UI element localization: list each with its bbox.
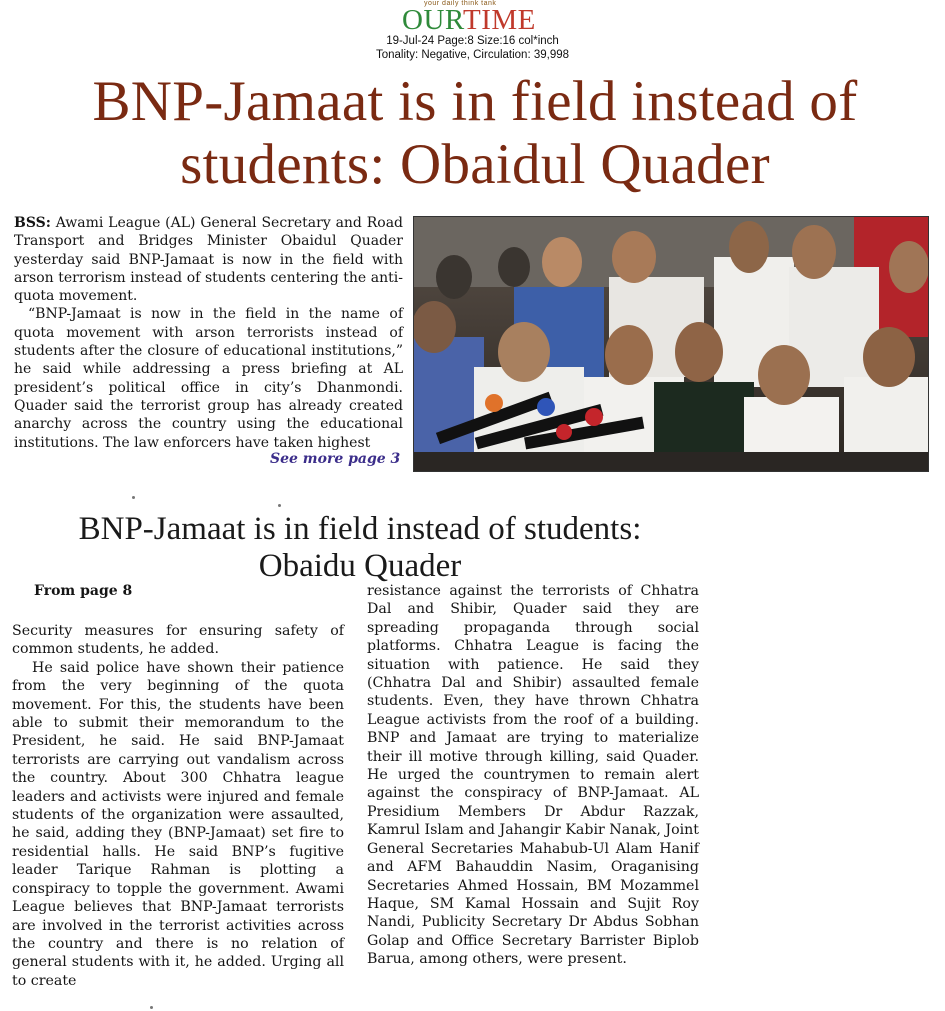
column-left	[12, 622, 344, 990]
left-paragraph-2: He said police have shown their patience from the very beginning of the quota movement. For this, the students have been able to submit their memorandum to the President, he said. He said BNP-Jamaat terrorists are carrying out vandalism across the country. About 300 Chhatra league leaders and activists were injured and female students of the organization were assaulted, he said, adding they (BNP-Jamaat) set fire to residential halls. He said BNP’s fugitive leader Tarique Rahman is plotting a conspiracy to topple the government. Awami League believes that BNP-Jamaat terrorists are involved in the terrorist activities across the country and there is no relation of general students with it, he added. Urging all to create	[12, 659, 344, 989]
lead-paragraph-1: BSS: Awami League (AL) General Secretary and Road Transport and Bridges Minister Obaidul Quader yesterday said BNP-Jamaat is now in the field with arson terrorism instead of students centering the anti-quota movement.	[14, 215, 404, 305]
continuation-headline-line-2: Obaidu Quader	[258, 548, 462, 584]
left-paragraph-1: Security measures for ensuring safety of common students, he added.	[12, 623, 344, 658]
right-paragraph-1: resistance against the terrorists of Chhatra Dal and Shibir, Quader said they are spreading propaganda through social platforms. Chhatra League is facing the situation with patience. He said they (Chhatra Dal and Shibir) assaulted female students. Even, they have thrown Chhatra League activists from the roof of a building. BNP and Jamaat are trying to materialize their ill motive through killing, said Quader. He urged the countrymen to remain alert against the conspiracy of BNP-Jamaat. AL Presidium Members Dr Abdur Razzak, Kamrul Islam and Jahangir Kabir Nanak, Joint General Secretaries Mahabub-Ul Alam Hanif and AFM Bahauddin Nasim, Oraganising Secretaries Ahmed Hossain, BM Mozammel Haque, SM Kamal Hossain and Sujit Roy Nandi, Publicity Secretary Dr Abdus Sobhan Golap and Office Secretary Barrister Biplob Barua, among others, were present.	[367, 583, 699, 968]
from-page-label: From page 8	[34, 583, 133, 599]
logo-tagline: your daily think tank	[424, 0, 497, 7]
scan-speck	[132, 496, 135, 499]
continuation-headline-line-1: BNP-Jamaat is in field instead of students:	[78, 511, 642, 547]
photo-illustration	[414, 217, 928, 471]
newspaper-logo: OURTIME	[402, 4, 536, 36]
scan-speck	[278, 504, 281, 507]
headline-line-1: BNP-Jamaat is in field instead of	[92, 70, 858, 133]
column-right	[367, 582, 699, 969]
headline-line-2: students: Obaidul Quader	[180, 133, 770, 196]
meta-line-tonality: Tonality: Negative, Circulation: 39,998	[375, 49, 570, 61]
clipping-meta	[0, 34, 945, 62]
continuation-headline	[30, 511, 690, 585]
news-source: BSS:	[14, 215, 51, 231]
article-headline	[40, 70, 910, 196]
article-lead	[14, 214, 403, 452]
see-more-link: See more page 3	[270, 451, 401, 467]
scan-speck	[150, 1006, 153, 1009]
meta-line-date: 19-Jul-24 Page:8 Size:16 col*inch	[386, 35, 559, 47]
press-briefing-photo	[413, 216, 929, 472]
lead-paragraph-2: “BNP-Jamaat is now in the field in the name of quota movement with arson terrorists instead of students after the closure of educational institutions,” he said while addressing a press briefing at AL president’s political office in city’s Dhanmondi. Quader said the terrorist group has already created anarchy across the country using the educational institutions. The law enforcers have taken highest	[14, 306, 403, 451]
